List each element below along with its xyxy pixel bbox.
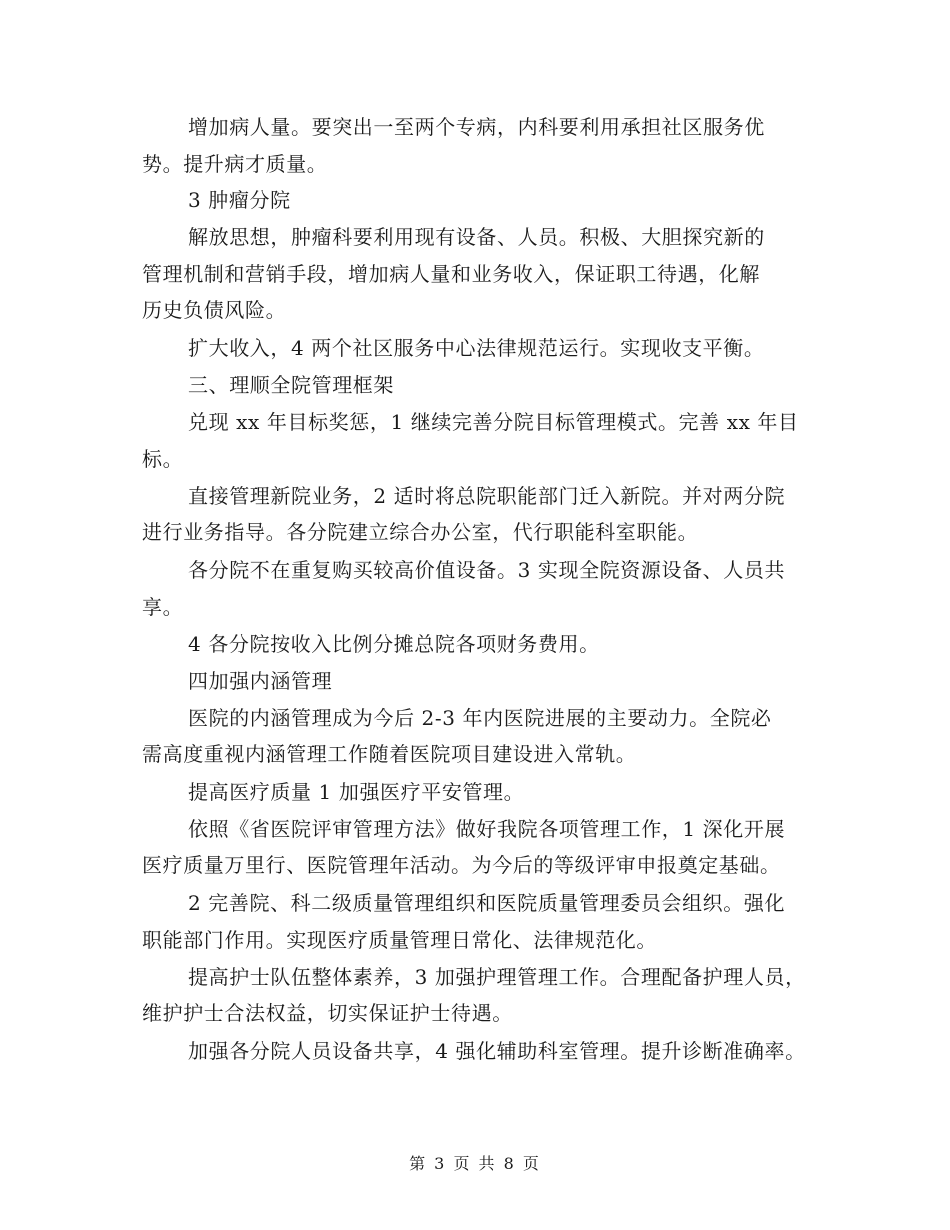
paragraph-line: 享。: [142, 595, 184, 619]
paragraph-line: 需高度重视内涵管理工作随着医院项目建设进入常轨。: [142, 742, 637, 766]
paragraph-line: 加强各分院人员设备共享，4 强化辅助科室管理。提升诊断准确率。: [188, 1039, 806, 1063]
paragraph-line: 维护护士合法权益，切实保证护士待遇。: [142, 1001, 513, 1025]
page-number-footer: 第 3 页 共 8 页: [409, 1154, 541, 1173]
paragraph-line: 2 完善院、科二级质量管理组织和医院质量管理委员会组织。强化: [188, 891, 786, 915]
paragraph-line: 进行业务指导。各分院建立综合办公室，代行职能科室职能。: [142, 520, 699, 544]
paragraph-line: 标。: [142, 447, 184, 471]
paragraph-line: 医疗质量万里行、医院管理年活动。为今后的等级评审申报奠定基础。: [142, 853, 781, 877]
paragraph-line: 兑现 xx 年目标奖惩，1 继续完善分院目标管理模式。完善 xx 年目: [188, 410, 799, 434]
paragraph-line: 4 各分院按收入比例分摊总院各项财务费用。: [188, 632, 600, 656]
paragraph-line: 增加病人量。要突出一至两个专病，内科要利用承担社区服务优: [188, 115, 765, 139]
paragraph-line: 势。提升病才质量。: [142, 152, 328, 176]
paragraph-line: 历史负债风险。: [142, 298, 287, 322]
section-heading: 3 肿瘤分院: [188, 188, 291, 212]
paragraph-line: 各分院不在重复购买较高价值设备。3 实现全院资源设备、人员共: [188, 558, 786, 582]
paragraph-line: 依照《省医院评审管理方法》做好我院各项管理工作，1 深化开展: [188, 817, 786, 841]
paragraph-line: 提高医疗质量 1 加强医疗平安管理。: [188, 780, 525, 804]
paragraph-line: 医院的内涵管理成为今后 2-3 年内医院进展的主要动力。全院必: [188, 706, 772, 730]
paragraph-line: 直接管理新院业务，2 适时将总院职能部门迁入新院。并对两分院: [188, 484, 786, 508]
paragraph-line: 管理机制和营销手段，增加病人量和业务收入，保证职工待遇，化解: [142, 262, 760, 286]
paragraph-line: 扩大收入，4 两个社区服务中心法律规范运行。实现收支平衡。: [188, 336, 765, 360]
section-heading: 四加强内涵管理: [188, 669, 333, 693]
paragraph-line: 解放思想，肿瘤科要利用现有设备、人员。积极、大胆探究新的: [188, 225, 765, 249]
paragraph-line: 提高护士队伍整体素养，3 加强护理管理工作。合理配备护理人员，: [188, 965, 806, 989]
paragraph-line: 职能部门作用。实现医疗质量管理日常化、法律规范化。: [142, 928, 657, 952]
section-heading: 三、理顺全院管理框架: [188, 373, 394, 397]
